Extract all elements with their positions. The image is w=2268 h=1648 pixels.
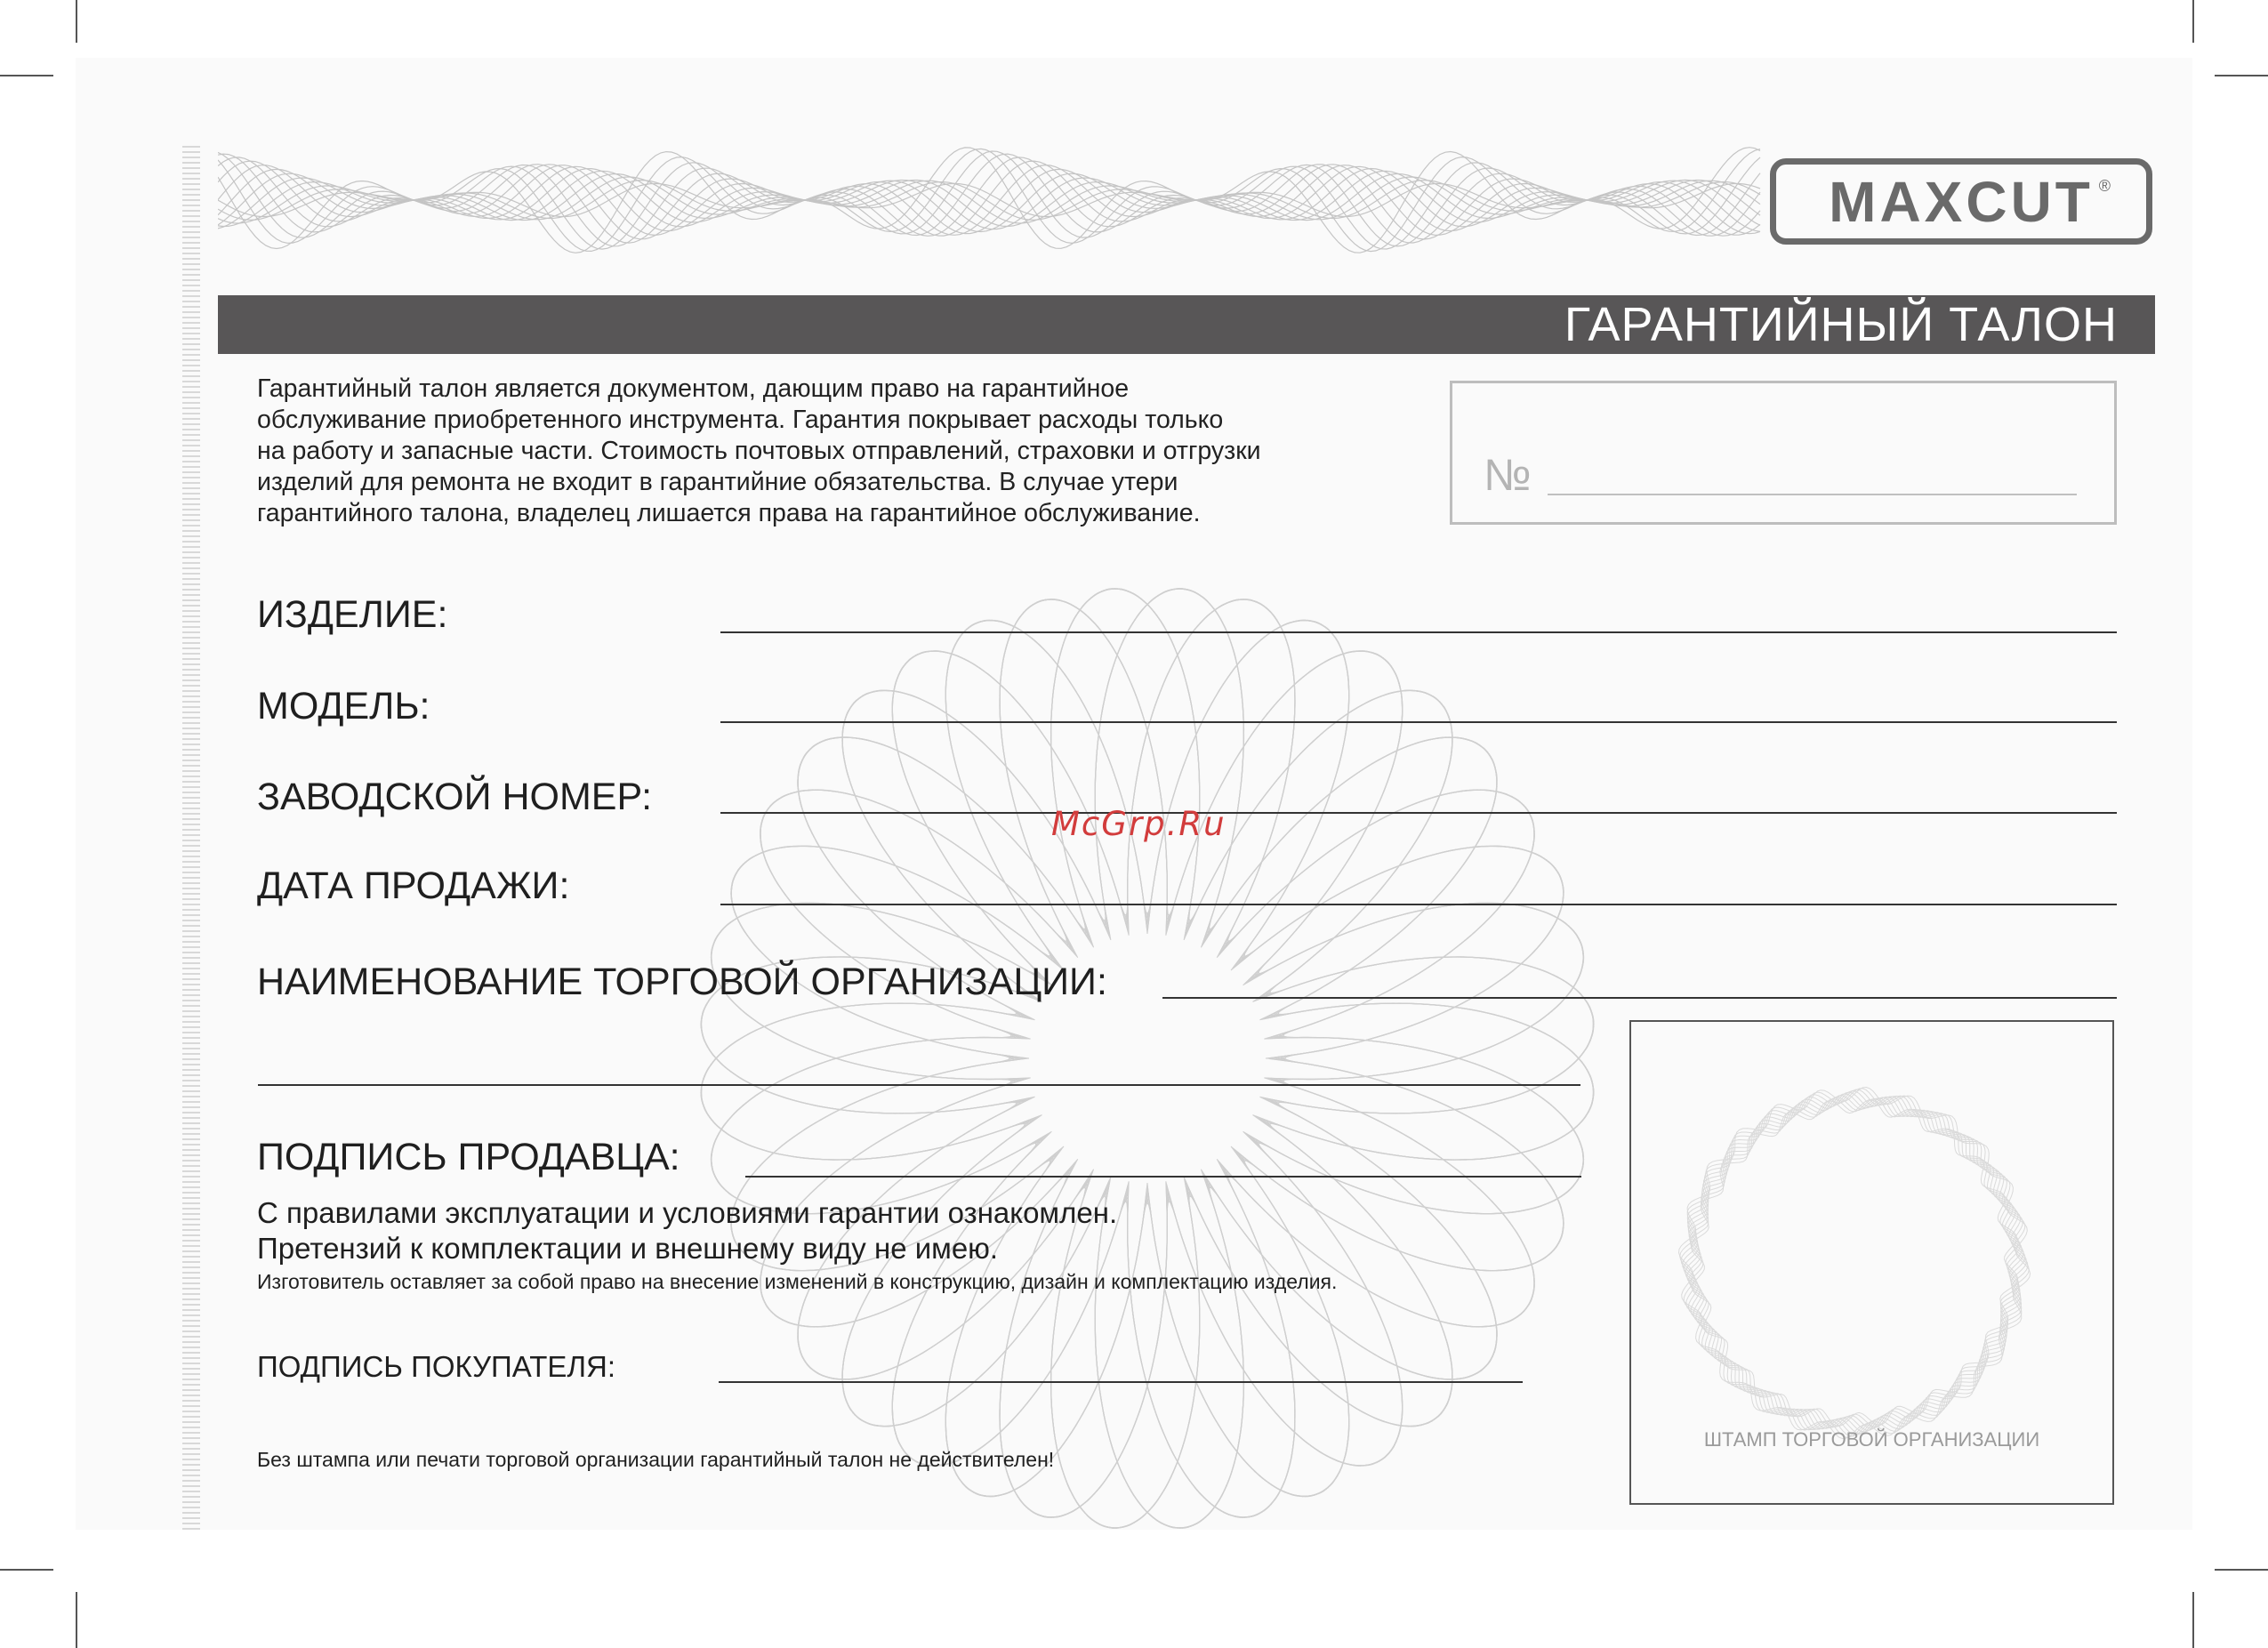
footer-notice: Без штампа или печати торговой организации гарантийный талон не действителен! — [257, 1448, 1055, 1471]
crop-mark — [2192, 0, 2194, 43]
logo-wordmark: MAXCUT — [1829, 169, 2094, 234]
product-field-line[interactable] — [720, 631, 2117, 633]
number-field-line[interactable] — [1548, 494, 2077, 495]
acknowledgement-line-1: С правилами эксплуатации и условиями гарантии ознакомлен. — [257, 1196, 1118, 1229]
product-label: ИЗДЕЛИЕ: — [257, 593, 448, 636]
intro-line: изделий для ремонта не входит в гарантийние обязательства. В случае утери — [257, 468, 1178, 496]
number-sign: № — [1484, 450, 1532, 500]
crop-mark — [0, 1569, 53, 1571]
watermark-text: McGrp.Ru — [1051, 805, 1226, 843]
manufacturer-disclaimer: Изготовитель оставляет за собой право на внесение изменений в конструкцию, дизайн и комплектацию изделия. — [257, 1270, 1338, 1293]
intro-line: Гарантийный талон является документом, дающим право на гарантийное — [257, 374, 1130, 403]
guilloche-rosette — [623, 551, 1672, 1565]
intro-line: гарантийного талона, владелец лишается права на гарантийное обслуживание. — [257, 499, 1201, 527]
buyer-signature-label: ПОДПИСЬ ПОКУПАТЕЛЯ: — [257, 1350, 616, 1383]
store-name-field-line-2[interactable] — [258, 1084, 1580, 1086]
sale-date-field-line[interactable] — [720, 904, 2117, 905]
seller-signature-field-line[interactable] — [745, 1176, 1581, 1178]
title-bar — [218, 295, 2155, 354]
guilloche-band — [218, 129, 1761, 271]
crop-mark — [76, 0, 77, 43]
seller-signature-label: ПОДПИСЬ ПРОДАВЦА: — [257, 1136, 680, 1178]
model-label: МОДЕЛЬ: — [257, 685, 430, 728]
intro-paragraph — [257, 374, 1413, 529]
maxcut-logo — [1770, 158, 2152, 245]
buyer-signature-field-line[interactable] — [719, 1381, 1523, 1383]
stamp-guilloche-ring — [1659, 1067, 2050, 1459]
stamp-label: ШТАМП ТОРГОВОЙ ОРГАНИЗАЦИИ — [1703, 1428, 2040, 1451]
perforation-strip — [182, 142, 200, 1530]
store-name-field-line[interactable] — [1162, 997, 2117, 999]
crop-mark — [2192, 1592, 2194, 1648]
crop-mark — [2215, 75, 2268, 76]
crop-mark — [2215, 1569, 2268, 1571]
intro-line: на работу и запасные части. Стоимость почтовых отправлений, страховки и отгрузки — [257, 437, 1261, 465]
registered-mark: ® — [2098, 177, 2111, 195]
serial-label: ЗАВОДСКОЙ НОМЕР: — [257, 776, 653, 818]
model-field-line[interactable] — [720, 721, 2117, 723]
acknowledgement-line-2: Претензий к комплектации и внешнему виду не имею. — [257, 1232, 999, 1265]
store-name-label: НАИМЕНОВАНИЕ ТОРГОВОЙ ОРГАНИЗАЦИИ: — [257, 961, 1107, 1003]
serial-field-line[interactable] — [720, 812, 2117, 814]
sale-date-label: ДАТА ПРОДАЖИ: — [257, 864, 570, 907]
crop-mark — [0, 75, 53, 76]
crop-mark — [76, 1592, 77, 1648]
serial-number-box — [1450, 381, 2117, 525]
intro-line: обслуживание приобретенного инструмента. Гарантия покрывает расходы только — [257, 406, 1224, 434]
page-title: ГАРАНТИЙНЫЙ ТАЛОН — [1564, 298, 2118, 351]
